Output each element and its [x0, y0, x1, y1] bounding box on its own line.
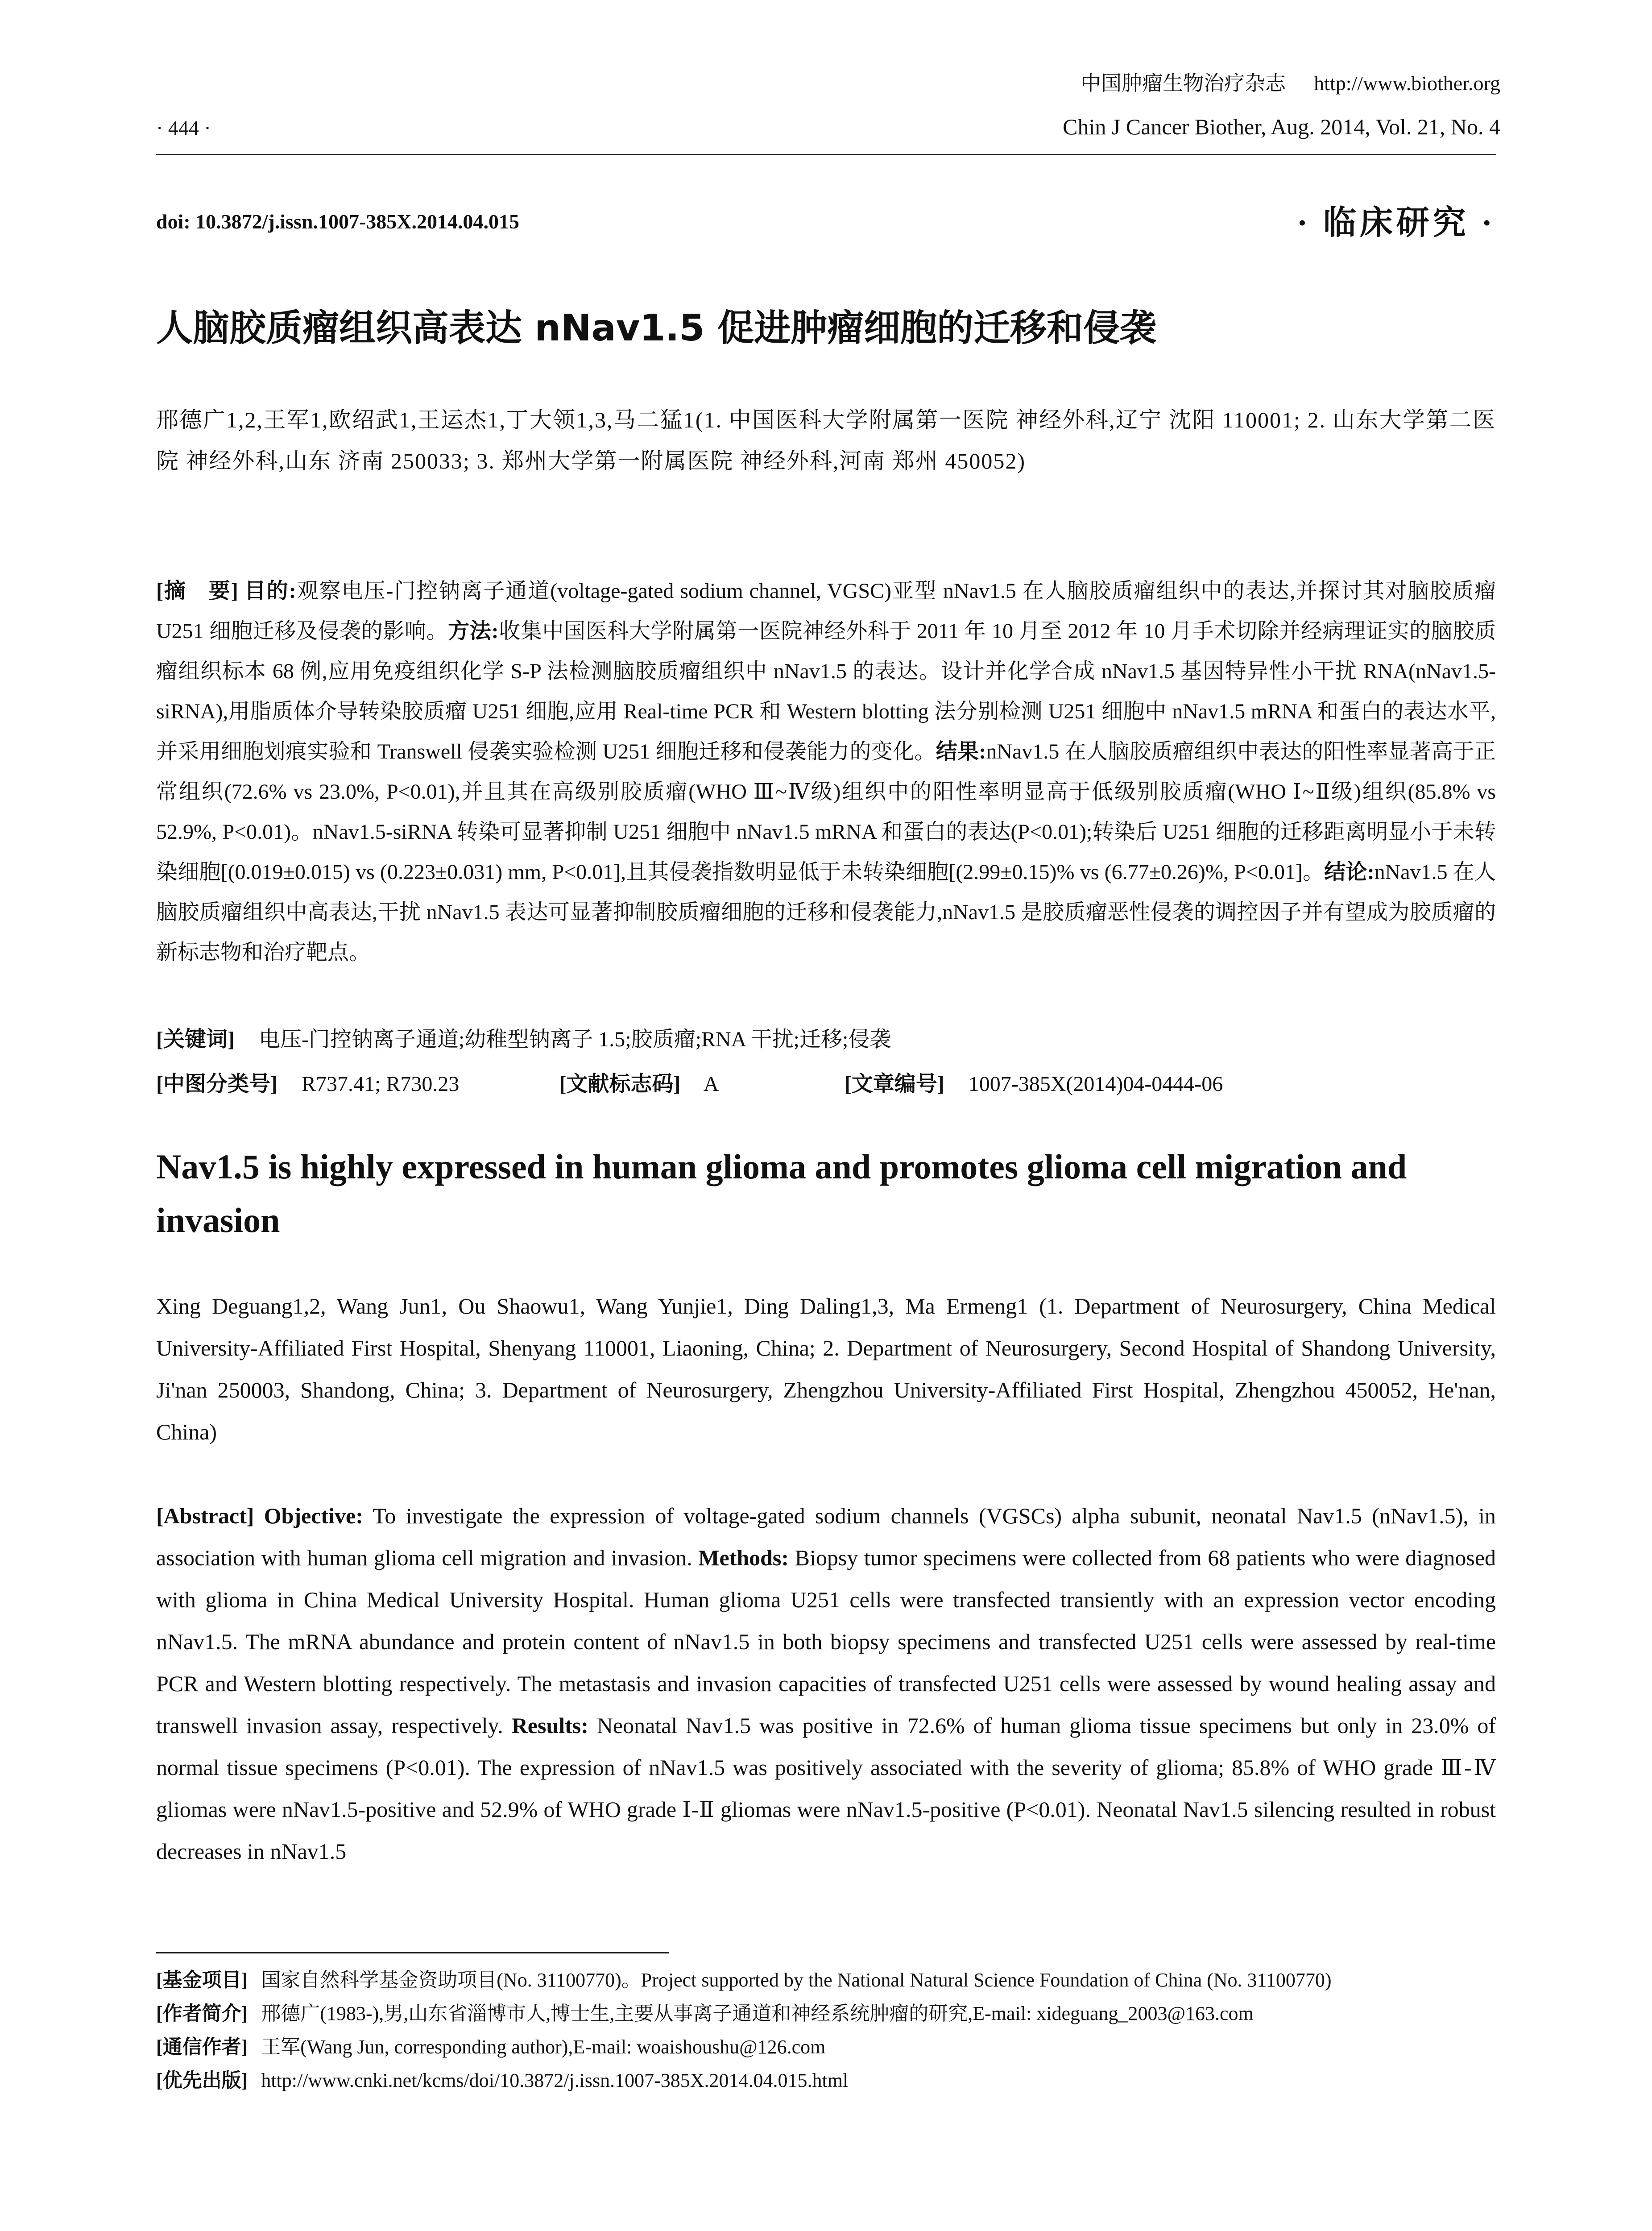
doc-code-label: [文献标志码] — [559, 1072, 681, 1096]
methods-cn-label: 方法: — [448, 619, 499, 643]
results-en: Neonatal Nav1.5 was positive in 72.6% of human glioma tissue specimens but only in 23.0% of normal tissue specimens (P<0.01). The expression of nNav1.5 was positively associated with the severity of glioma; 85.8% of WHO grade Ⅲ-Ⅳ gliomas were nNav1.5-positive and 52.9% of WHO grade Ⅰ-Ⅱ gliomas were nNav1.5-positive (P<0.01). Neonatal Nav1.5 silencing resulted in robust decreases in nNav1.5 — [156, 1713, 1496, 1864]
methods-cn: 收集中国医科大学附属第一医院神经外科于 2011 年 10 月至 2012 年 10 月手术切除并经病理证实的脑胶质瘤组织标本 68 例,应用免疫组织化学 S-P 法检测脑胶质瘤组织中 nNav1.5 的表达。设计并化学合成 nNav1.5 基因特异性小干扰 RNA(nNav1.5-siRNA),用脂质体介导转染胶质瘤 U251 细胞,应用 Real-time PCR 和 Western blotting 法分别检测 U251 细胞中 nNav1.5 mRNA 和蛋白的表达水平,并采用细胞划痕实验和 Transwell 侵袭实验检测 U251 细胞迁移和侵袭能力的变化。 — [156, 619, 1496, 763]
footnote-link[interactable]: http://www.cnki.net/kcms/doi/10.3872/j.issn.1007-385X.2014.04.015.html — [261, 2069, 849, 2091]
authors-en: Xing Deguang1,2, Wang Jun1, Ou Shaowu1, Wang Yunjie1, Ding Daling1,3, Ma Ermeng1 (1. Department of Neurosurgery, China Medical University-Affiliated First Hospital, Shenyang 110001, Liaoning, China; 2. Department of Neurosurgery, Second Hospital of Shandong University, Ji'nan 250003, Shandong, China; 3. Department of Neurosurgery, Zhengzhou University-Affiliated First Hospital, Zhengzhou 450052, He'nan, China) — [156, 1294, 1496, 1444]
objective-cn: 观察电压-门控钠离子通道(voltage-gated sodium channel, VGSC)亚型 nNav1.5 在人脑胶质瘤组织中的表达,并探讨其对脑胶质瘤 U251 细胞迁移及侵袭的影响。 — [156, 579, 1496, 643]
objective-en: To investigate the expression of voltage-gated sodium channels (VGSCs) alpha subunit, neonatal Nav1.5 (nNav1.5), in association with human glioma cell migration and invasion. — [156, 1503, 1496, 1570]
footnote-corresponding — [156, 2030, 1496, 2064]
classification-row — [156, 1066, 1496, 1097]
page-number: · 444 · — [156, 116, 211, 139]
clc-value: R737.41; R730.23 — [301, 1072, 460, 1096]
abstract-en-label: [Abstract] — [156, 1503, 254, 1528]
results-cn: nNav1.5 在人脑胶质瘤组织中表达的阳性率显著高于正常组织(72.6% vs 23.0%, P<0.01),并且其在高级别胶质瘤(WHO Ⅲ~Ⅳ级)组织中的阳性率明显高于低级别胶质瘤(WHO Ⅰ~Ⅱ级)组织(85.8% vs 52.9%, P<0.01)。nNav1.5-siRNA 转染可显著抑制 U251 细胞中 nNav1.5 mRNA 和蛋白的表达(P<0.01);转染后 U251 细胞的迁移距离明显小于未转染细胞[(0.019±0.015) vs (0.223±0.031) mm, P<0.01],且其侵袭指数明显低于未转染细胞[(2.99±0.15)% vs (6.77±0.26)%, P<0.01]。 — [156, 740, 1496, 884]
footnote-funding — [156, 1963, 1496, 1997]
results-cn-label: 结果: — [936, 740, 986, 763]
journal-url[interactable]: http://www.biother.org — [1314, 72, 1500, 95]
keywords-cn — [156, 1022, 1496, 1053]
results-en-label: Results: — [511, 1713, 588, 1738]
footnote-author-bio — [156, 1997, 1496, 2030]
conclusion-cn-label: 结论: — [1324, 860, 1375, 884]
article-no-value: 1007-385X(2014)04-0444-06 — [968, 1072, 1223, 1096]
methods-en-label: Methods: — [698, 1545, 789, 1570]
footnote-online-first — [156, 2064, 1496, 2097]
footnote-rule — [156, 1952, 669, 1953]
authors-cn: 邢德广1,2,王军1,欧绍武1,王运杰1,丁大领1,3,马二猛1(1. 中国医科大学附属第一医院 神经外科,辽宁 沈阳 110001; 2. 山东大学第二医院 神经外科,山东 济南 250033; 3. 郑州大学第一附属医院 神经外科,河南 郑州 450052) — [156, 407, 1496, 473]
footnote-text: 国家自然科学基金资助项目(No. 31100770)。Project supported by the National Natural Science Foundation of China (No. 31100770) — [261, 1969, 1332, 1991]
title-cn: 人脑胶质瘤组织高表达 nNav1.5 促进肿瘤细胞的迁移和侵袭 — [156, 307, 1157, 349]
doi[interactable]: doi: 10.3872/j.issn.1007-385X.2014.04.015 — [156, 210, 519, 233]
article-no-label: [文章编号] — [844, 1072, 944, 1096]
objective-cn-label: 目的: — [244, 579, 296, 603]
footnote-label: [优先出版] — [156, 2069, 248, 2091]
running-header-journal — [1081, 67, 1500, 96]
conclusion-cn: nNav1.5 在人脑胶质瘤组织中高表达,干扰 nNav1.5 表达可显著抑制胶质瘤细胞的迁移和侵袭能力,nNav1.5 是胶质瘤恶性侵袭的调控因子并有望成为胶质瘤的新标志物和治疗靶点。 — [156, 860, 1496, 964]
clc-label: [中图分类号] — [156, 1072, 277, 1096]
abstract-en — [156, 1495, 1496, 1872]
header-rule — [156, 154, 1496, 155]
abstract-cn-label: [摘 要] — [156, 579, 238, 603]
abstract-cn — [156, 571, 1496, 973]
footnotes — [156, 1963, 1496, 2097]
keywords-cn-text: 电压-门控钠离子通道;幼稚型钠离子 1.5;胶质瘤;RNA 干扰;迁移;侵袭 — [258, 1028, 891, 1051]
keywords-cn-label: [关键词] — [156, 1028, 235, 1051]
title-en: Nav1.5 is highly expressed in human glioma and promotes glioma cell migration and invasion — [156, 1147, 1407, 1240]
methods-en: Biopsy tumor specimens were collected from 68 patients who were diagnosed with glioma in China Medical University Hospital. Human glioma U251 cells were transfected transiently with an expression vector encoding nNav1.5. The mRNA abundance and protein content of nNav1.5 in both biopsy specimens and transfected U251 cells were assessed by real-time PCR and Western blotting respectively. The metastasis and invasion capacities of transfected U251 cells were assessed by wound healing assay and transwell invasion assay, respectively. — [156, 1545, 1496, 1738]
footnote-label: [通信作者] — [156, 2036, 248, 2058]
doc-code-value: A — [703, 1072, 718, 1096]
footnote-label: [基金项目] — [156, 1969, 248, 1991]
column-heading: · 临床研究 · — [1296, 205, 1496, 241]
objective-en-label: Objective: — [264, 1503, 363, 1528]
running-header-citation: Chin J Cancer Biother, Aug. 2014, Vol. 21, No. 4 — [1063, 114, 1500, 139]
footnote-label: [作者简介] — [156, 2003, 248, 2024]
footnote-text: 邢德广(1983-),男,山东省淄博市人,博士生,主要从事离子通道和神经系统肿瘤的研究,E-mail: xideguang_2003@163.com — [261, 2003, 1254, 2024]
footnote-text: 王军(Wang Jun, corresponding author),E-mail: woaishoushu@126.com — [261, 2036, 826, 2058]
journal-name-cn: 中国肿瘤生物治疗杂志 — [1081, 72, 1286, 95]
